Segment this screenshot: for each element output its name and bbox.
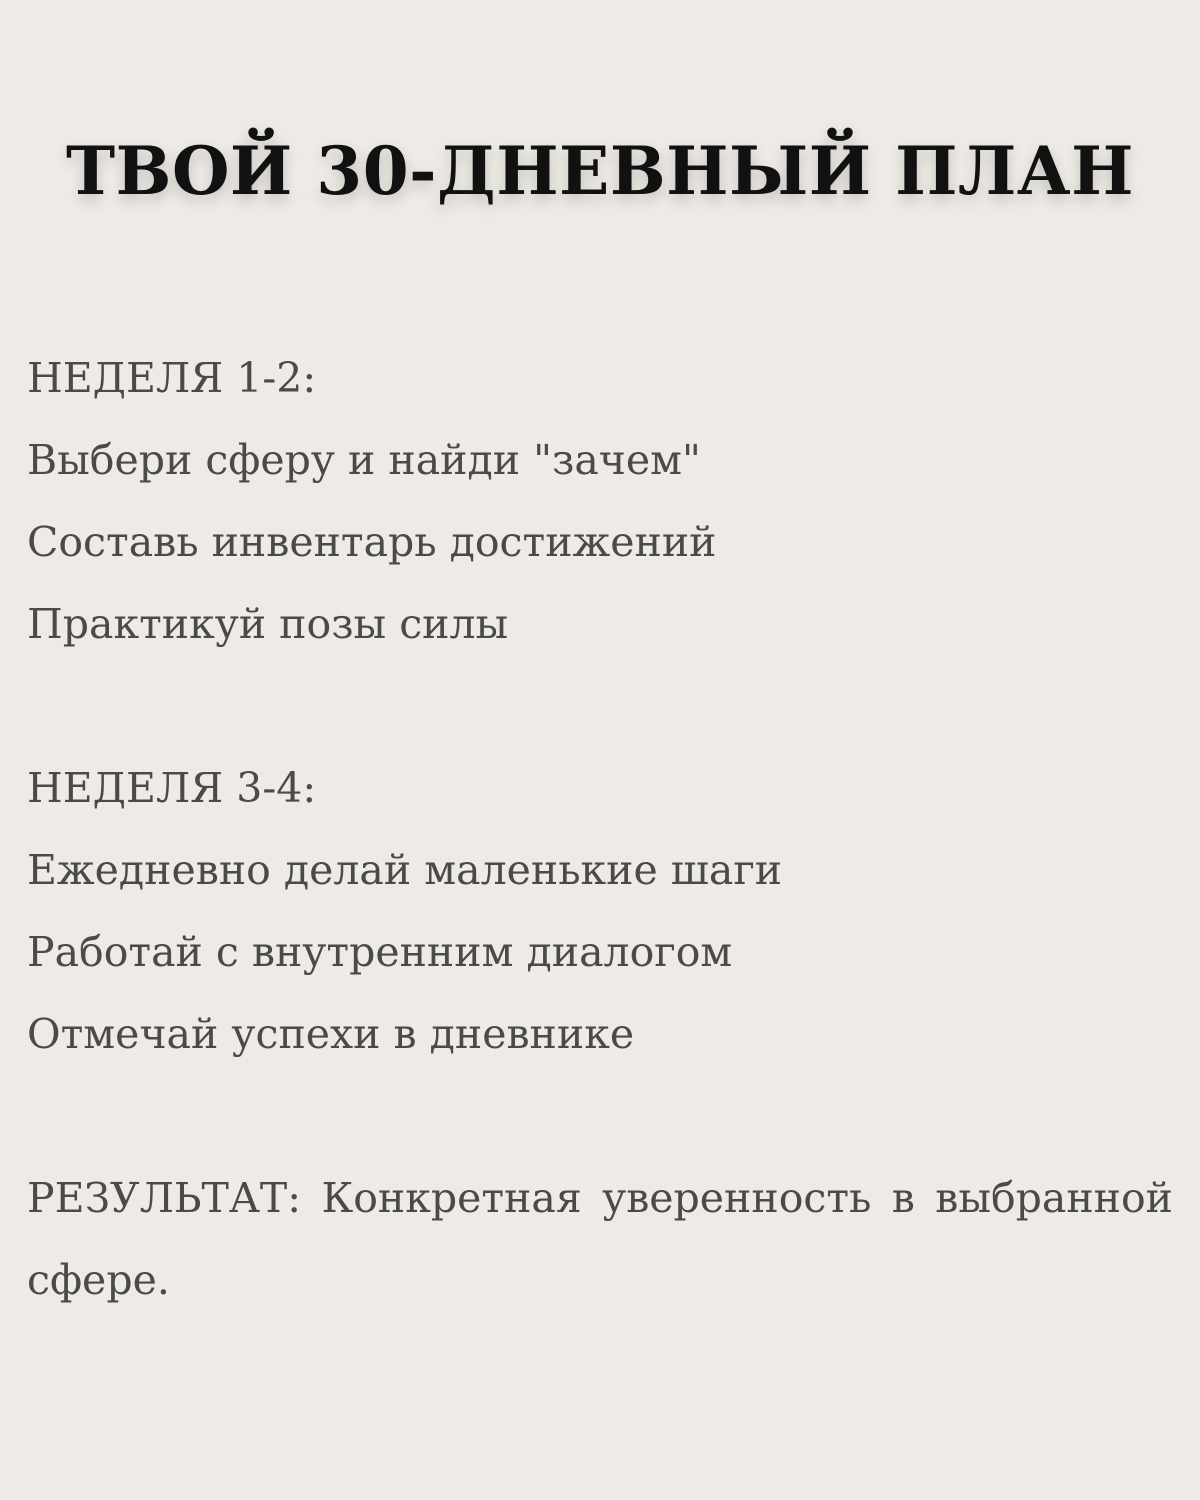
section-heading: НЕДЕЛЯ 1-2: bbox=[27, 354, 317, 402]
week-section-3-4 bbox=[27, 747, 1173, 1075]
week-section-1-2 bbox=[27, 337, 1173, 665]
plan-item: Отмечай успехи в дневнике bbox=[27, 1010, 635, 1058]
section-heading: НЕДЕЛЯ 3-4: bbox=[27, 764, 317, 812]
plan-content bbox=[27, 337, 1173, 1321]
plan-item: Выбери сферу и найди "зачем" bbox=[27, 436, 701, 484]
plan-item: Практикуй позы силы bbox=[27, 600, 509, 648]
plan-item: Составь инвентарь достижений bbox=[27, 518, 717, 566]
plan-item: Ежедневно делай маленькие шаги bbox=[27, 846, 783, 894]
result-text: РЕЗУЛЬТАТ: Конкретная уверенность в выбранной сфере. bbox=[27, 1174, 1173, 1304]
plan-item: Работай с внутренним диалогом bbox=[27, 928, 733, 976]
page-title: ТВОЙ 30-ДНЕВНЫЙ ПЛАН bbox=[66, 132, 1134, 210]
